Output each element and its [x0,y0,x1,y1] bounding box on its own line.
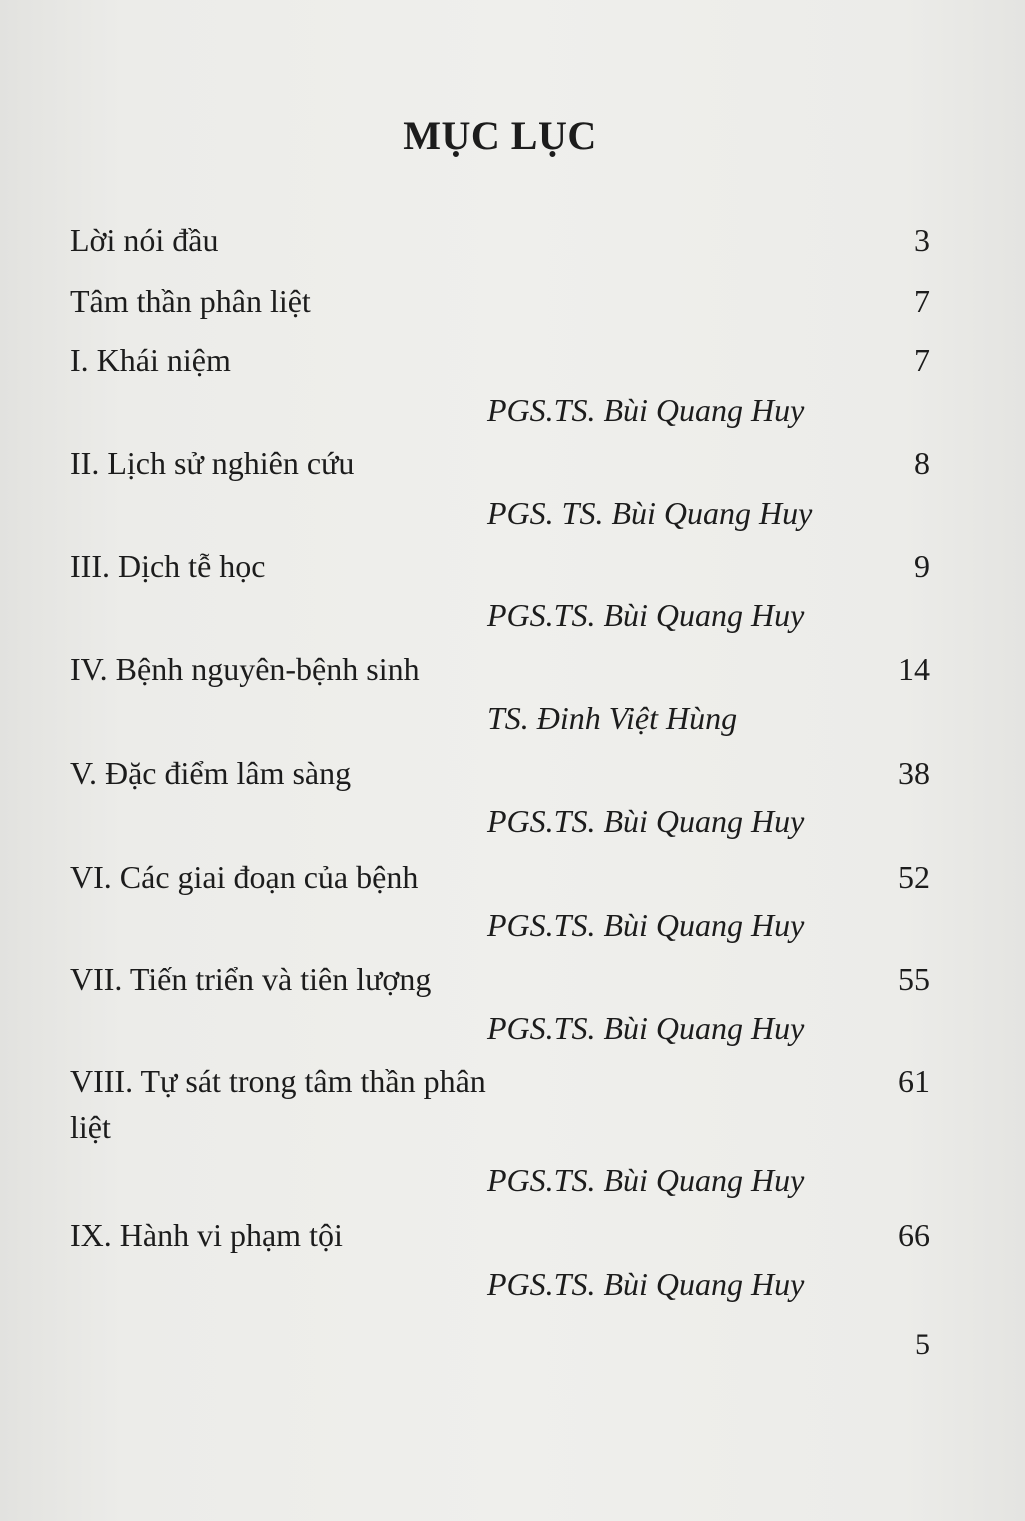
toc-entry-page: 38 [898,755,930,791]
toc-entry-author: PGS.TS. Bùi Quang Huy [487,803,805,839]
toc-entry-label: VI. Các giai đoạn của bệnh [70,859,419,895]
page-title: MỤC LỤC [403,113,597,158]
toc-entry-page: 55 [898,961,930,997]
toc-entry-label: IV. Bệnh nguyên-bệnh sinh [70,651,420,687]
toc-entry-author: PGS.TS. Bùi Quang Huy [487,907,805,943]
toc-entry-author: PGS. TS. Bùi Quang Huy [487,495,813,531]
toc-entry-label: V. Đặc điểm lâm sàng [70,755,352,791]
toc-entry-label: IX. Hành vi phạm tội [70,1217,343,1253]
toc-entry-author: PGS.TS. Bùi Quang Huy [487,1266,805,1302]
page-number: 5 [915,1328,930,1361]
toc-entry-author: PGS.TS. Bùi Quang Huy [487,1010,805,1046]
toc-entry-page: 61 [898,1063,930,1099]
toc-entry-page: 3 [914,222,930,258]
toc-entry-author: PGS.TS. Bùi Quang Huy [487,1162,805,1198]
toc-entry-label: I. Khái niệm [70,342,231,378]
toc-entry-page: 9 [914,548,930,584]
toc-entry-label: II. Lịch sử nghiên cứu [70,445,355,481]
toc-entry-label: VIII. Tự sát trong tâm thần phân liệt [70,1063,486,1145]
toc-entry-page: 14 [898,651,930,687]
toc-entry-page: 7 [914,342,930,378]
toc-entry-label: Lời nói đầu [70,222,219,258]
toc-entry-label: VII. Tiến triển và tiên lượng [70,961,432,997]
toc-entry-page: 7 [914,283,930,319]
toc-entry-author: PGS.TS. Bùi Quang Huy [487,597,805,633]
toc-entry-page: 8 [914,445,930,481]
toc-entry-author: PGS.TS. Bùi Quang Huy [487,392,805,428]
toc-entry-author: TS. Đinh Việt Hùng [487,700,738,736]
toc-entry-label: III. Dịch tễ học [70,548,266,584]
toc-entry-label: Tâm thần phân liệt [70,283,311,319]
toc-entry-page: 52 [898,859,930,895]
toc-entry-page: 66 [898,1217,930,1253]
